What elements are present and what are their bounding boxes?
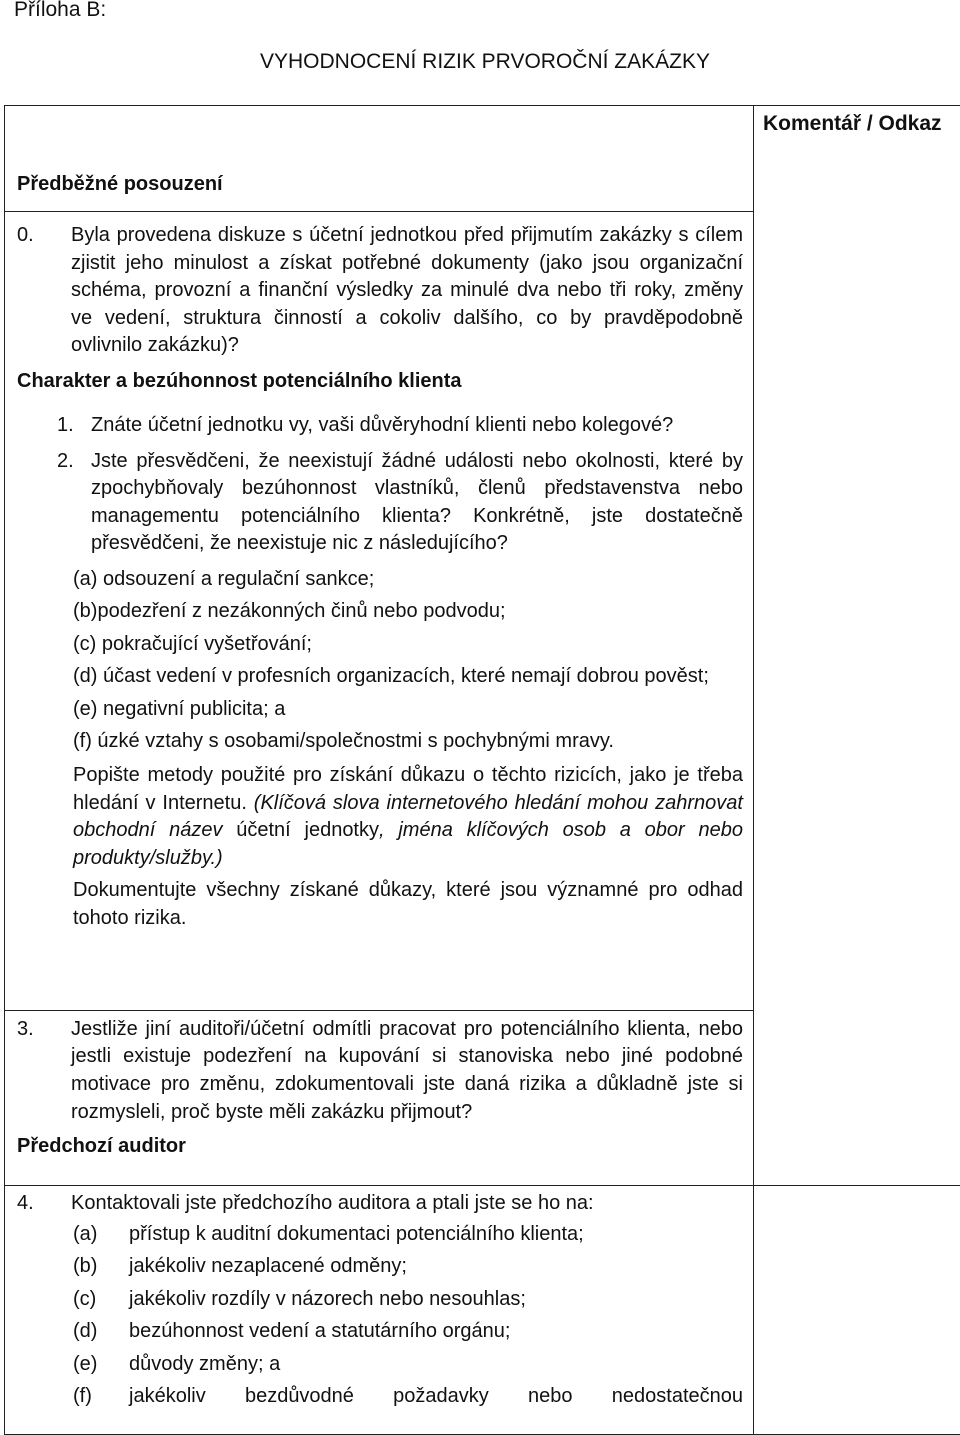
questions-cell [5, 212, 754, 1011]
q4-item-a-label: (a) [73, 1218, 97, 1251]
comment-column-header: Komentář / Odkaz [754, 106, 960, 137]
question-4-text: Kontaktovali jste předchozího auditora a ptali jste se ho na: [71, 1190, 743, 1218]
q4-item-c-text: jakékoliv rozdíly v názorech nebo nesouhlas; [129, 1283, 743, 1316]
q4-item-c-label: (c) [73, 1283, 96, 1316]
q2-method-text-2: účetní jednotky [222, 819, 379, 841]
q4-item-d [5, 1315, 753, 1348]
header-row [5, 106, 960, 212]
question-3-number: 3. [17, 1016, 34, 1044]
question-1-number: 1. [57, 412, 74, 440]
q4-item-f [5, 1380, 753, 1413]
risk-assessment-table [4, 105, 960, 1435]
q4-item-a [5, 1218, 753, 1251]
question-0-number: 0. [17, 222, 34, 250]
q2-item-f: (f) úzké vztahy s osobami/společnostmi s pochybnými mravy. [73, 726, 743, 757]
q2-item-d: (d) účast vedení v profesních organizacích, které nemají dobrou pověst; [73, 661, 743, 692]
annex-label: Příloha B: [14, 0, 106, 22]
question-0-text: Byla provedena diskuze s účetní jednotkou před přijmutím zakázky s cílem zjistit jeho minulost a získat potřebné dokumenty (jako jsou organizační schéma, provozní a finanční výsledky za minulé dva nebo tři roky, změny ve vedení, struktura činností a cokoliv dalšího, co by pravděpodobně ovlivnilo zakázku)? [71, 222, 743, 360]
question-2-text: Jste přesvědčeni, že neexistují žádné události nebo okolnosti, které by zpochybňovaly bezúhonnost vlastníků, členů představenstva nebo managementu potenciálního klienta? Konkrétně, jste dostatečně přesvědčeni, že neexistuje nic z následujícího? [91, 448, 743, 558]
q4-item-a-text: přístup k auditní dokumentaci potenciálního klienta; [129, 1218, 743, 1251]
question-3-text: Jestliže jiní auditoři/účetní odmítli pracovat pro potenciálního klienta, nebo jestli existuje podezření na kupování si stanoviska nebo jiné podobné motivace pro změnu, zdokumentovali jste daná rizika a důkladně jste si rozmysleli, proč byste měli zakázku přijmout? [71, 1016, 743, 1126]
section-heading-character: Charakter a bezúhonnost potenciálního klienta [17, 370, 462, 393]
q4-item-e-text: důvody změny; a [129, 1348, 743, 1381]
q4-item-d-label: (d) [73, 1315, 97, 1348]
q2-document-note: Dokumentujte všechny získané důkazy, které jsou významné pro odhad tohoto rizika. [73, 877, 743, 932]
q4-cell [5, 1186, 754, 1435]
q2-method-text: Popište metody použité pro získání důkazu o těchto rizicích, jako je třeba hledání v Internetu. [73, 764, 743, 814]
q2-item-e: (e) negativní publicita; a [73, 694, 743, 725]
comment-column [754, 106, 960, 1186]
q2-item-c: (c) pokračující vyšetřování; [73, 629, 743, 660]
q4-item-f-label: (f) [73, 1380, 92, 1413]
q4-item-e-label: (e) [73, 1348, 97, 1381]
preliminary-heading-cell [5, 106, 754, 212]
q4-row [5, 1186, 960, 1435]
question-4-number: 4. [17, 1190, 34, 1218]
q3-cell [5, 1010, 754, 1185]
q2-item-b: (b)podezření z nezákonných činů nebo podvodu; [73, 596, 743, 627]
q2-method-italic-2: , jména klíčových osob a obor nebo produkty/služby.) [73, 819, 743, 869]
q4-item-f-text: jakékoliv bezdůvodné požadavky nebo nedostatečnou [129, 1380, 743, 1413]
q2-method-note [73, 762, 743, 872]
question-2-number: 2. [57, 448, 74, 476]
section-heading-previous-auditor: Předchozí auditor [17, 1135, 186, 1158]
q4-item-e [5, 1348, 753, 1381]
q4-item-d-text: bezúhonnost vedení a statutárního orgánu; [129, 1315, 743, 1348]
q4-item-b-label: (b) [73, 1250, 97, 1283]
q4-item-c [5, 1283, 753, 1316]
q2-method-italic-1: (Klíčová slova internetového hledání mohou zahrnovat obchodní název [73, 792, 743, 842]
question-1-text: Znáte účetní jednotku vy, vaši důvěryhodní klienti nebo kolegové? [91, 412, 743, 440]
question-3 [5, 1016, 753, 1126]
q2-item-a: (a) odsouzení a regulační sankce; [73, 564, 743, 595]
question-0 [5, 222, 753, 360]
question-1 [5, 412, 753, 440]
document-title: VYHODNOCENÍ RIZIK PRVOROČNÍ ZAKÁZKY [0, 50, 960, 74]
section-heading-preliminary: Předběžné posouzení [17, 173, 223, 196]
question-2 [5, 448, 753, 558]
q4-comment-cell [754, 1186, 960, 1435]
q4-item-b [5, 1250, 753, 1283]
q4-item-b-text: jakékoliv nezaplacené odměny; [129, 1250, 743, 1283]
question-4 [5, 1190, 753, 1218]
